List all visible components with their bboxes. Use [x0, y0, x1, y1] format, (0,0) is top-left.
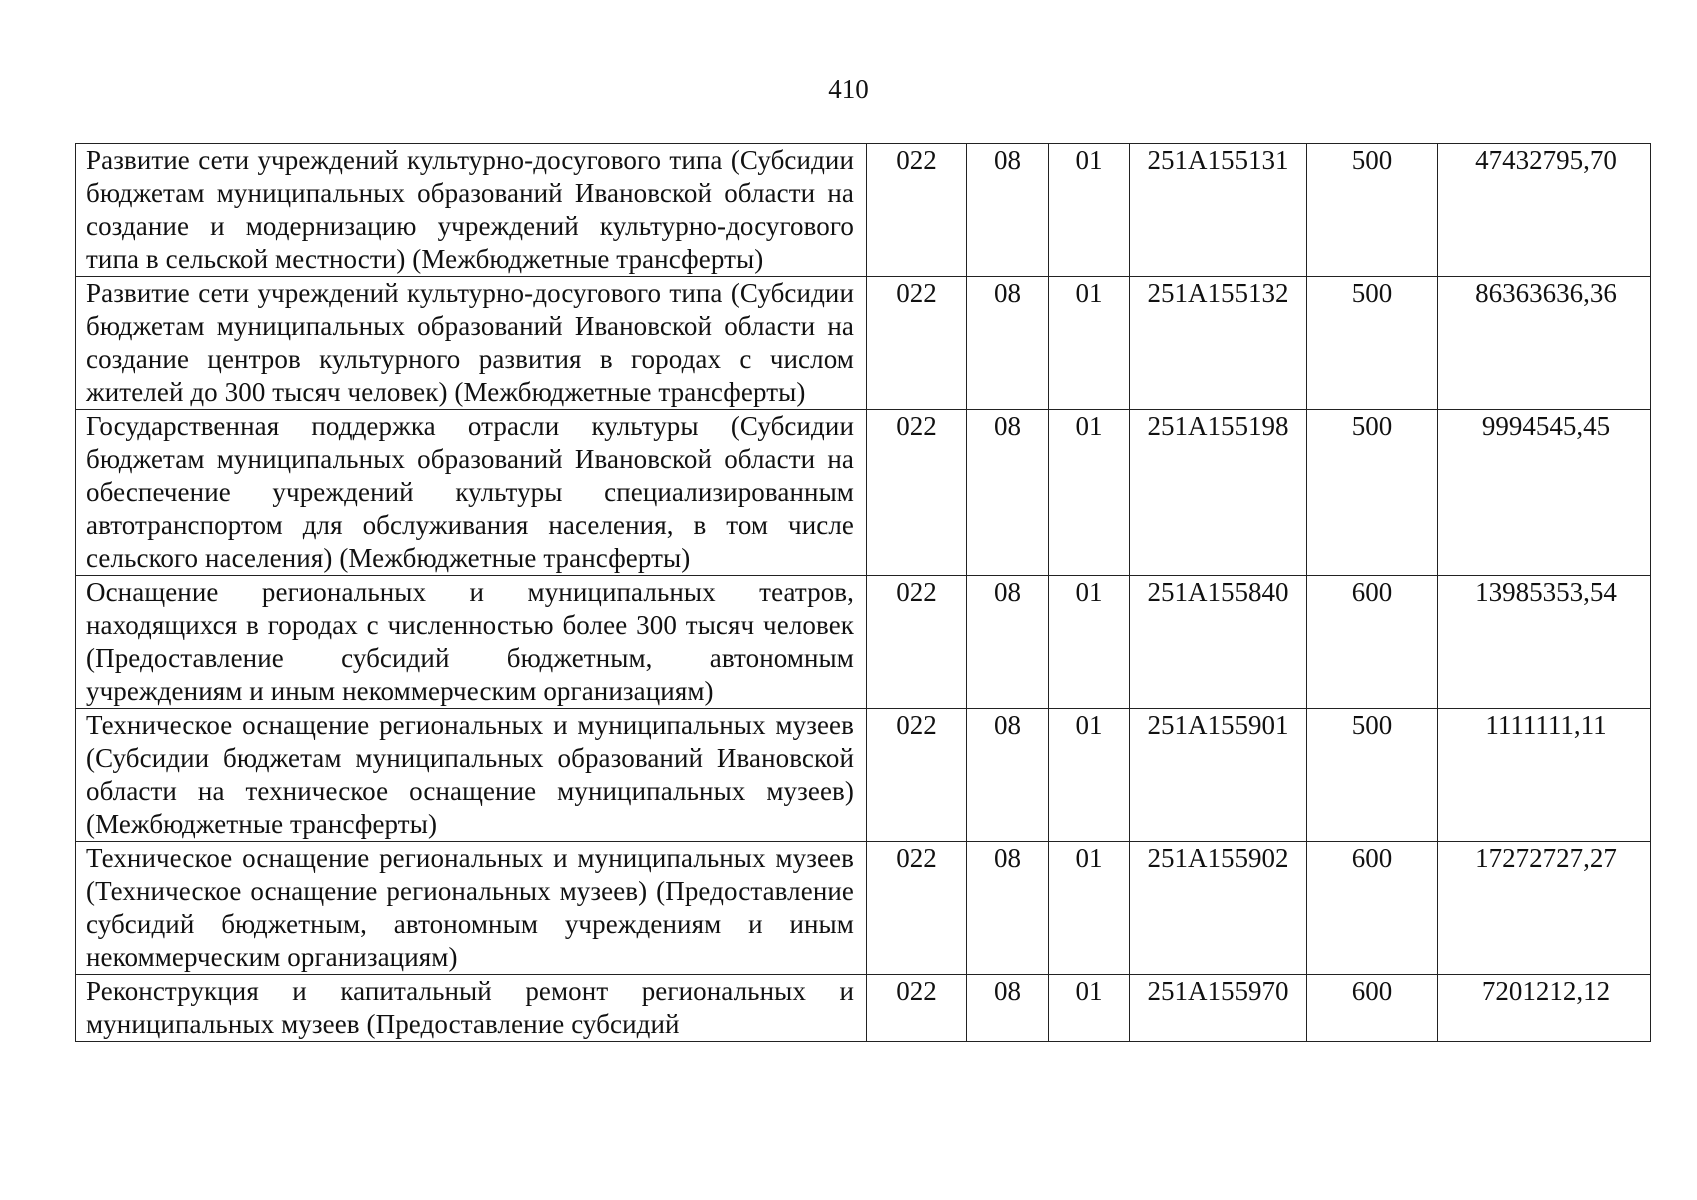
subsection-code: 01: [1049, 709, 1130, 842]
amount-value: 7201212,12: [1438, 975, 1651, 1042]
expense-type-code: 500: [1307, 410, 1438, 576]
ministry-code: 022: [867, 709, 967, 842]
section-code: 08: [967, 144, 1049, 277]
section-code: 08: [967, 709, 1049, 842]
expense-description: Развитие сети учреждений культурно-досугового типа (Субсидии бюджетам муниципальных образований Ивановской области на создание и модернизацию учреждений культурно-досугового типа в сельской местности) (Межбюджетные трансферты): [76, 144, 867, 277]
expense-type-code: 600: [1307, 842, 1438, 975]
subsection-code: 01: [1049, 410, 1130, 576]
expense-type-code: 500: [1307, 277, 1438, 410]
target-article-code: 251А155840: [1130, 576, 1307, 709]
table-row: [76, 144, 1651, 277]
amount-value: 1111111,11: [1438, 709, 1651, 842]
target-article-code: 251А155132: [1130, 277, 1307, 410]
subsection-code: 01: [1049, 842, 1130, 975]
subsection-code: 01: [1049, 277, 1130, 410]
target-article-code: 251А155901: [1130, 709, 1307, 842]
section-code: 08: [967, 842, 1049, 975]
expense-description: Реконструкция и капитальный ремонт региональных и муниципальных музеев (Предоставление субсидий: [76, 975, 867, 1042]
target-article-code: 251А155902: [1130, 842, 1307, 975]
target-article-code: 251А155131: [1130, 144, 1307, 277]
expense-type-code: 500: [1307, 709, 1438, 842]
expense-description: Техническое оснащение региональных и муниципальных музеев (Техническое оснащение региональных музеев) (Предоставление субсидий бюджетным, автономным учреждениям и иным некоммерческим организациям): [76, 842, 867, 975]
ministry-code: 022: [867, 277, 967, 410]
ministry-code: 022: [867, 576, 967, 709]
amount-value: 9994545,45: [1438, 410, 1651, 576]
expense-description: Техническое оснащение региональных и муниципальных музеев (Субсидии бюджетам муниципальных образований Ивановской области на техническое оснащение муниципальных музеев) (Межбюджетные трансферты): [76, 709, 867, 842]
ministry-code: 022: [867, 842, 967, 975]
subsection-code: 01: [1049, 576, 1130, 709]
ministry-code: 022: [867, 975, 967, 1042]
section-code: 08: [967, 277, 1049, 410]
table-row: [76, 277, 1651, 410]
table-row: [76, 709, 1651, 842]
section-code: 08: [967, 576, 1049, 709]
expense-description: Оснащение региональных и муниципальных театров, находящихся в городах с численностью более 300 тысяч человек (Предоставление субсидий бюджетным, автономным учреждениям и иным некоммерческим организациям): [76, 576, 867, 709]
table-row: [76, 842, 1651, 975]
target-article-code: 251А155198: [1130, 410, 1307, 576]
amount-value: 17272727,27: [1438, 842, 1651, 975]
expense-type-code: 600: [1307, 975, 1438, 1042]
page-number: 410: [828, 74, 869, 104]
subsection-code: 01: [1049, 144, 1130, 277]
ministry-code: 022: [867, 410, 967, 576]
expense-description: Развитие сети учреждений культурно-досугового типа (Субсидии бюджетам муниципальных образований Ивановской области на создание центров культурного развития в городах с числом жителей до 300 тысяч человек) (Межбюджетные трансферты): [76, 277, 867, 410]
ministry-code: 022: [867, 144, 967, 277]
amount-value: 86363636,36: [1438, 277, 1651, 410]
expense-type-code: 600: [1307, 576, 1438, 709]
section-code: 08: [967, 975, 1049, 1042]
section-code: 08: [967, 410, 1049, 576]
amount-value: 47432795,70: [1438, 144, 1651, 277]
amount-value: 13985353,54: [1438, 576, 1651, 709]
expense-type-code: 500: [1307, 144, 1438, 277]
table-row: [76, 576, 1651, 709]
subsection-code: 01: [1049, 975, 1130, 1042]
table-row: [76, 410, 1651, 576]
budget-table: [75, 143, 1651, 1042]
table-row: [76, 975, 1651, 1042]
target-article-code: 251А155970: [1130, 975, 1307, 1042]
expense-description: Государственная поддержка отрасли культуры (Субсидии бюджетам муниципальных образований Ивановской области на обеспечение учреждений культуры специализированным автотранспортом для обслуживания населения, в том числе сельского населения) (Межбюджетные трансферты): [76, 410, 867, 576]
